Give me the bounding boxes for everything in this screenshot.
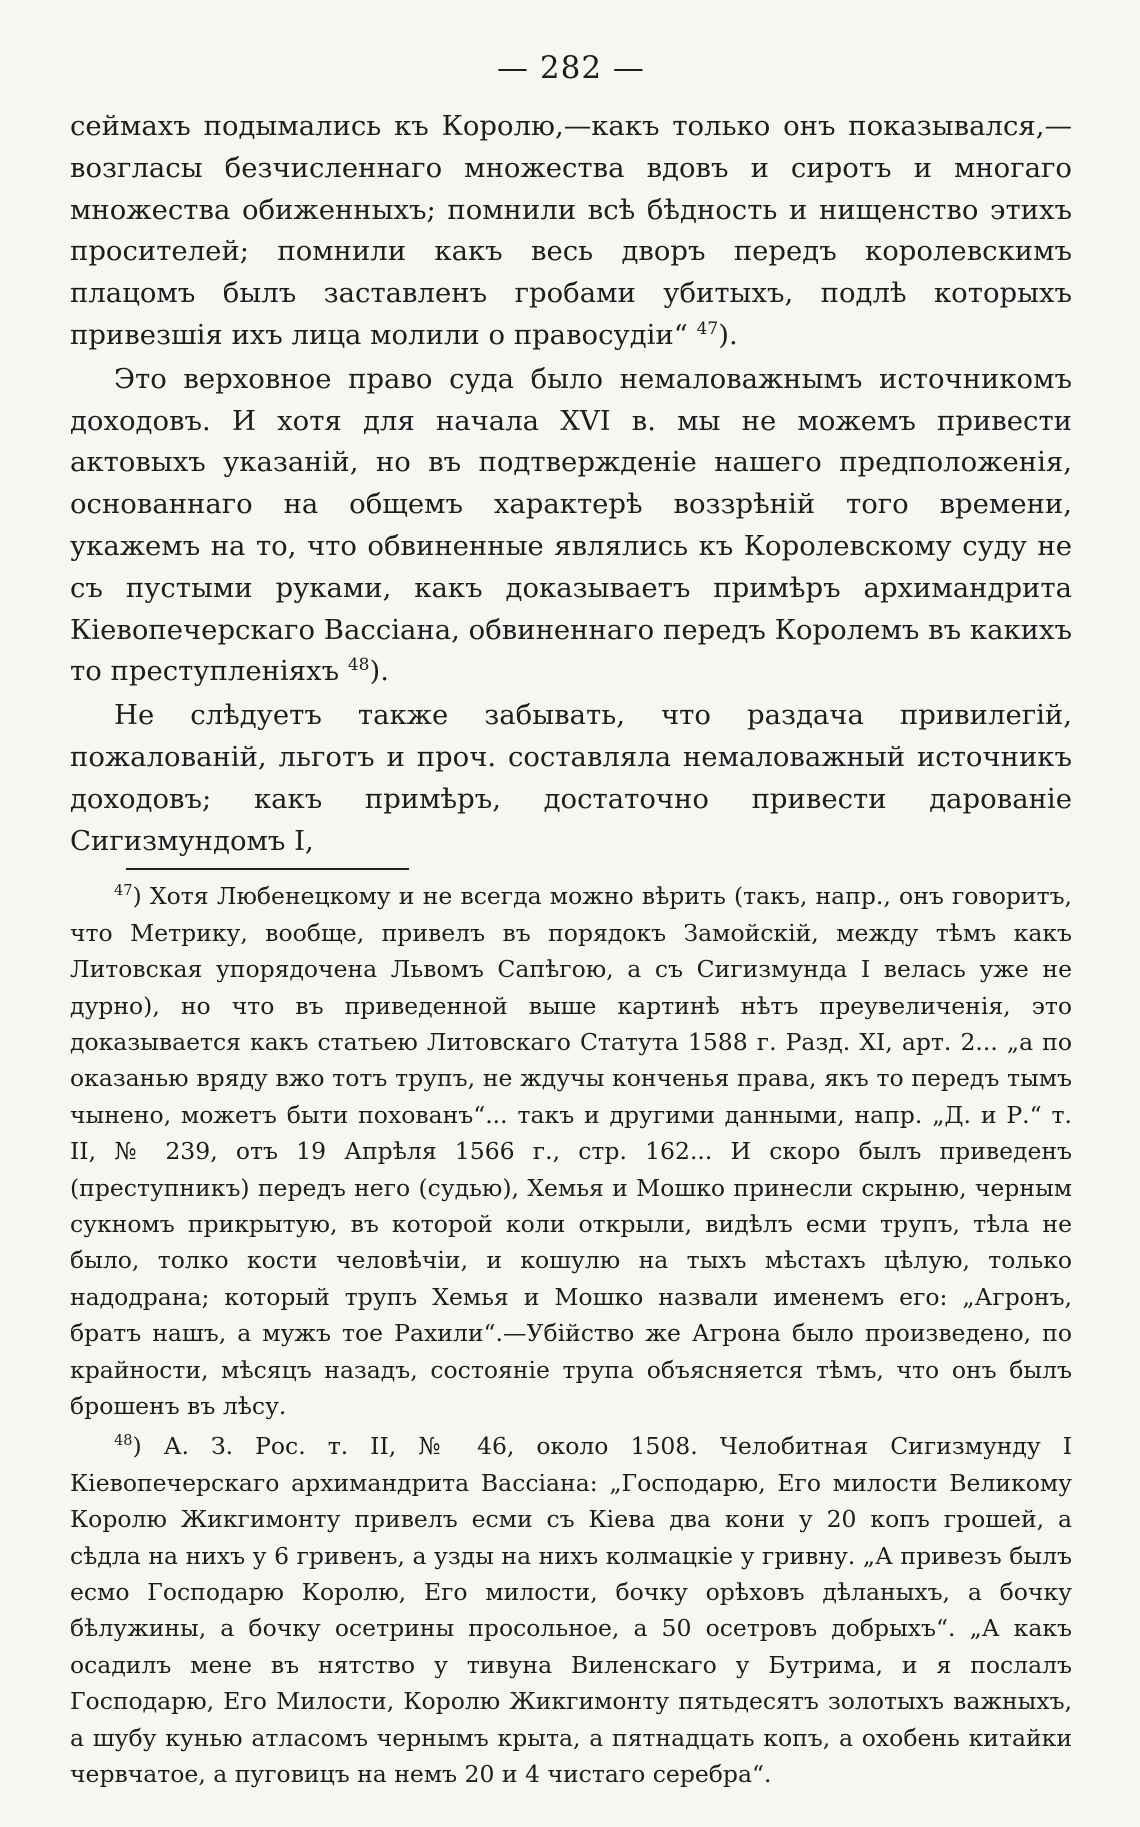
paragraph-tail: ). [369, 655, 389, 688]
paragraph-text: Это верховное право суда было немаловажнымъ источникомъ доходовъ. И хотя для начала XVI в. мы не можемъ привести актовыхъ указаній, но въ подтвержденіе нашего предположенія, основаннаго на общемъ характерѣ воззрѣній того времени, укажемъ на то, что обвиненные являлись къ Королевскому суду не съ пустыми руками, какъ доказываетъ примѣръ архимандрита Кіевопечерскаго Вассіана, обвиненнаго передъ Королемъ въ какихъ то преступленіяхъ [70, 362, 1072, 688]
paragraph-text: Не слѣдуетъ также забывать, что раздача привилегій, пожалованій, льготъ и проч. составляла немаловажный источникъ доходовъ; какъ примѣръ, достаточно привести дарованіе Сигизмундомъ I, [70, 699, 1072, 857]
paragraph [70, 106, 1072, 357]
footnote-text: ) А. З. Рос. т. II, № 46, около 1508. Челобитная Сигизмунду I Кіевопечерскаго архимандрита Вассіана: „Господарю, Его милости Великому Королю Жикгимонту привелъ есми съ Кіева два кони у 20 копъ грошей, а сѣдла на нихъ у 6 гривенъ, а узды на нихъ колмацкіе у гривну. „А привезъ былъ есмо Господарю Королю, Его милости, бочку орѣховъ дѣланыхъ, а бочку бѣлужины, а бочку осетрины просольное, а 50 осетровъ добрыхъ“. „А какъ осадилъ мене въ нятство у тивуна Виленскаго у Бутрима, и я послалъ Господарю, Его Милости, Королю Жикгимонту пятьдесятъ золотыхъ важныхъ, а шубу кунью атласомъ чернымъ крыта, а пятнадцать копъ, а охобень китайки червчатое, а пуговицъ на немъ 20 и 4 чистаго серебра“. [70, 1432, 1072, 1789]
footnotes [70, 878, 1072, 1792]
footnote-ref: 47 [696, 318, 719, 339]
footnote-marker: 48 [114, 1432, 133, 1450]
page-number: — 282 — [497, 50, 645, 86]
paragraph [70, 359, 1072, 693]
footnote [70, 1428, 1072, 1792]
paragraph [70, 695, 1072, 862]
paragraph-text: сеймахъ подымались къ Королю,—какъ только онъ показывался,—возгласы безчисленнаго множества вдовъ и сиротъ и многаго множества обиженныхъ; помнили всѣ бѣдность и нищенство этихъ просителей; помнили какъ весь дворъ передъ королевскимъ плацомъ былъ заставленъ гробами убитыхъ, подлѣ которыхъ привезшія ихъ лица молили о правосудіи“ [70, 110, 1072, 351]
footnote-ref: 48 [347, 655, 370, 676]
footnote [70, 878, 1072, 1424]
footnote-divider [126, 868, 409, 870]
main-text [70, 106, 1072, 862]
paragraph-tail: ). [718, 318, 738, 351]
footnote-text: ) Хотя Любенецкому и не всегда можно вѣрить (такъ, напр., онъ говоритъ, что Метрику, вообще, привелъ въ порядокъ Замойскій, между тѣмъ какъ Литовская упорядочена Львомъ Сапѣгою, а съ Сигизмунда I велась уже не дурно), но что въ приведенной выше картинѣ нѣтъ преувеличенія, это доказывается какъ статьею Литовскаго Статута 1588 г. Разд. XI, арт. 2... „а по оказанью вряду вжо тотъ трупъ, не ждучы конченья права, якъ то передъ тымъ чынено, можетъ быти похованъ“... такъ и другими данными, напр. „Д. и Р.“ т. II, № 239, отъ 19 Апрѣля 1566 г., стр. 162... И скоро былъ приведенъ (преступникъ) передъ него (судью), Хемья и Мошко принесли скрыню, черным сукномъ прикрытую, въ которой коли открыли, видѣлъ есми трупъ, тѣла не было, толко кости человѣчіи, и кошулю на тыхъ мѣстахъ цѣлую, только надодрана; который трупъ Хемья и Мошко назвали именемъ его: „Агронъ, братъ нашъ, а мужъ тое Рахили“.—Убійство же Агрона было произведено, по крайности, мѣсяцъ назадъ, состояніе трупа объясняется тѣмъ, что онъ былъ брошенъ въ лѣсу. [70, 882, 1072, 1421]
footnote-marker: 47 [114, 882, 133, 900]
